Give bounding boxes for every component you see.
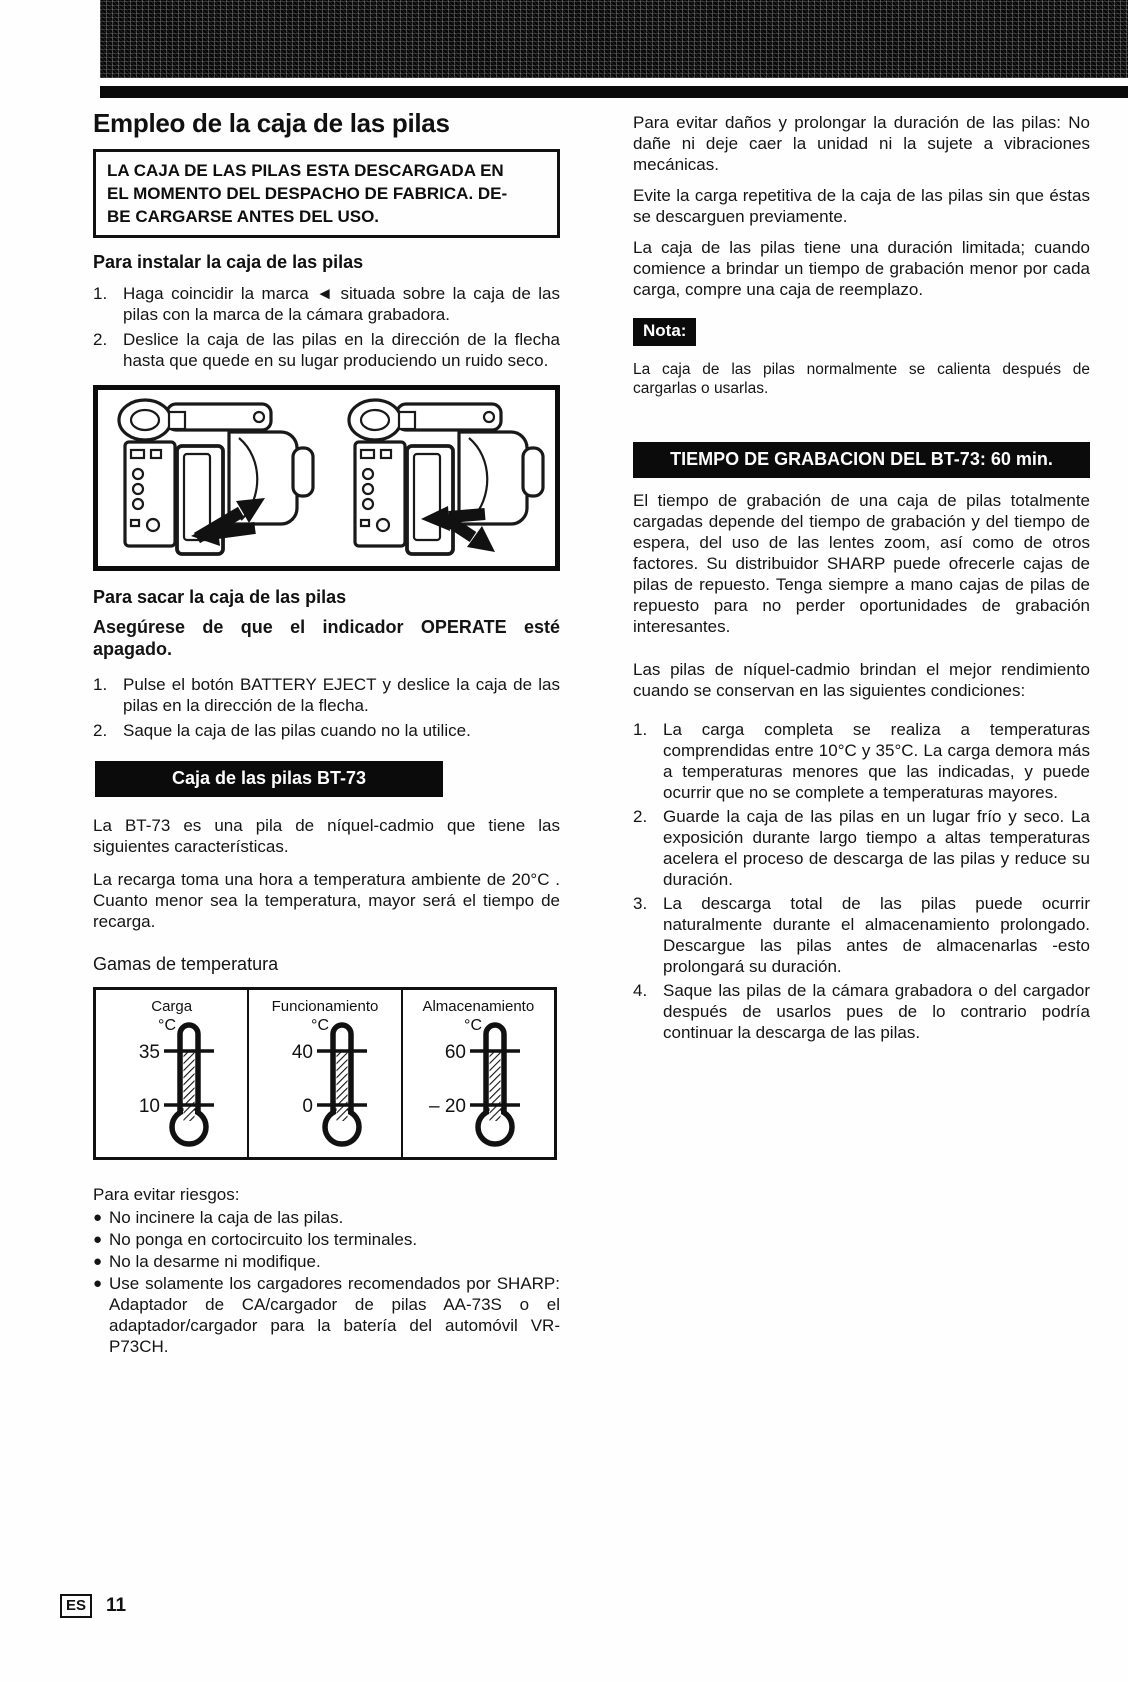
condition-number: 1. [633, 720, 648, 739]
bt73-paragraph: La recarga toma una hora a temperatura ambiente de 20°C . Cuanto menor sea la temperatura, mayor será el tiempo de recarga. [93, 870, 560, 931]
step-number: 2. [93, 721, 108, 740]
bullet-dot: ● [93, 1209, 103, 1226]
warning-line: BE CARGARSE ANTES DEL USO. [107, 207, 380, 226]
condition-text: Saque las pilas de la cámara grabadora o del cargador después de usarlos pues de lo contrario podría continuar la descarga de las pilas. [663, 981, 1090, 1042]
condition-item-2 [633, 806, 1090, 890]
thermometer-graphic [255, 1017, 395, 1151]
condition-number: 2. [633, 807, 648, 826]
temp-top-value: 35 [138, 1042, 160, 1063]
temp-unit: °C [157, 1017, 176, 1034]
risk-bullet [93, 1273, 560, 1357]
condition-item-4 [633, 980, 1090, 1043]
bullet-text: No incinere la caja de las pilas. [109, 1208, 344, 1227]
operate-precaution: Asegúrese de que el indicador OPERATE esté apagado. [93, 617, 560, 659]
temp-bottom-value: 10 [138, 1096, 160, 1117]
temp-unit: °C [464, 1017, 483, 1034]
bullet-dot: ● [93, 1275, 103, 1292]
warning-line: EL MOMENTO DEL DESPACHO DE FABRICA. DE- [107, 184, 508, 203]
care-paragraph: La caja de las pilas tiene una duración limitada; cuando comience a brindar un tiempo de grabación menor por cada carga, compre una caja de reemplazo. [633, 238, 1090, 299]
bullet-text: Use solamente los cargadores recomendados por SHARP: Adaptador de CA/cargador de pilas AA-73S o el adaptador/cargador para la batería del automóvil VR-P73CH. [109, 1274, 560, 1356]
condition-text: La descarga total de las pilas puede ocurrir naturalmente durante el almacenamiento prolongado. Descargue las pilas antes de almacenarlas -esto prolongará su duración. [663, 894, 1090, 976]
temp-cell-label: Carga [151, 998, 193, 1015]
bullet-dot: ● [93, 1231, 103, 1248]
temp-cell-label: Funcionamiento [271, 998, 379, 1015]
install-heading: Para instalar la caja de las pilas [93, 252, 364, 272]
right-column [633, 112, 1090, 1046]
condition-number: 3. [633, 894, 648, 913]
camcorder-illustration [103, 392, 550, 564]
bt73-paragraph: La BT-73 es una pila de níquel-cadmio que tiene las siguientes características. [93, 816, 560, 856]
condition-text: La carga completa se realiza a temperaturas comprendidas entre 10°C y 35°C. La carga demora más a temperaturas menores que las indicadas, y puede ocurrir que no se complete a temperaturas mayores. [663, 720, 1090, 802]
page-title: Empleo de la caja de las pilas [93, 108, 450, 138]
condition-item-3 [633, 893, 1090, 977]
step-text: Haga coincidir la marca ◄ situada sobre la caja de las pilas con la marca de la cámara grabadora. [123, 284, 560, 324]
recording-paragraph: Las pilas de níquel-cadmio brindan el mejor rendimiento cuando se conservan en las siguientes condiciones: [633, 660, 1090, 700]
thermometer-graphic [408, 1017, 548, 1151]
warning-line: LA CAJA DE LAS PILAS ESTA DESCARGADA EN [107, 161, 504, 180]
risk-bullet [93, 1207, 560, 1228]
condition-number: 4. [633, 981, 648, 1000]
temp-cell-charge [96, 990, 247, 1157]
temp-bottom-value: – 20 [429, 1096, 467, 1117]
step-text: Deslice la caja de las pilas en la dirección de la flecha hasta que quede en su lugar produciendo un ruido seco. [123, 330, 560, 370]
step-text: Pulse el botón BATTERY EJECT y deslice la caja de las pilas en la dirección de la flecha. [123, 675, 560, 715]
step-number: 1. [93, 675, 108, 694]
page-footer [60, 1594, 126, 1618]
note-text: La caja de las pilas normalmente se calienta después de cargarlas o usarlas. [633, 361, 1090, 397]
care-paragraph: Para evitar daños y prolongar la duración de las pilas: No dañe ni deje caer la unidad ni la sujete a vibraciones mecánicas. [633, 113, 1090, 174]
remove-step-2 [93, 720, 560, 741]
step-text: Saque la caja de las pilas cuando no la utilice. [123, 721, 471, 740]
temperature-caption: Gamas de temperatura [93, 954, 279, 974]
thermometer-graphic [102, 1017, 242, 1151]
step-number: 1. [93, 284, 108, 303]
temp-top-value: 40 [291, 1042, 313, 1063]
camcorder-figure [93, 385, 560, 571]
remove-step-1 [93, 674, 560, 716]
bullet-dot: ● [93, 1253, 103, 1270]
risk-bullet [93, 1229, 560, 1250]
install-steps [93, 283, 560, 371]
care-paragraph: Evite la carga repetitiva de la caja de las pilas sin que éstas se descarguen previamente. [633, 186, 1090, 226]
temperature-table [93, 987, 557, 1160]
temp-bottom-value: 0 [302, 1096, 313, 1117]
header-decoration-band [100, 0, 1128, 78]
remove-steps [93, 674, 560, 741]
left-column [93, 108, 560, 1358]
step-number: 2. [93, 330, 108, 349]
recording-paragraph: El tiempo de grabación de una caja de pilas totalmente cargadas depende del tiempo de grabación y del tiempo de espera, del uso de las lentes zoom, así como de otros factores. Su distribuidor SHARP puede ofrecerle cajas de pilas de repuesto. Tenga siempre a mano cajas de pilas de repuesto para no perder oportunidades de grabación interesantes. [633, 491, 1090, 636]
install-step-2 [93, 329, 560, 371]
install-step-1 [93, 283, 560, 325]
remove-heading: Para sacar la caja de las pilas [93, 587, 347, 607]
condition-text: Guarde la caja de las pilas en un lugar frío y seco. La exposición durante largo tiempo a altas temperaturas acelera el proceso de descarga de las pilas y reduce su duración. [663, 807, 1090, 889]
temp-top-value: 60 [445, 1042, 467, 1063]
temp-cell-operation [247, 990, 400, 1157]
note-badge: Nota: [633, 318, 696, 346]
recording-time-banner: TIEMPO DE GRABACION DEL BT-73: 60 min. [633, 442, 1090, 478]
warning-box [93, 149, 560, 238]
language-badge: ES [60, 1594, 92, 1618]
temp-cell-storage [401, 990, 554, 1157]
bullet-text: No ponga en cortocircuito los terminales. [109, 1230, 418, 1249]
temp-unit: °C [311, 1017, 329, 1034]
header-rule [100, 86, 1128, 98]
risk-bullet [93, 1251, 560, 1272]
risks-lead: Para evitar riesgos: [93, 1185, 240, 1204]
condition-item-1 [633, 719, 1090, 803]
page-number: 11 [106, 1595, 127, 1616]
bullet-text: No la desarme ni modifique. [109, 1252, 321, 1271]
temp-cell-label: Almacenamiento [422, 998, 535, 1015]
bt73-banner: Caja de las pilas BT-73 [95, 761, 443, 797]
